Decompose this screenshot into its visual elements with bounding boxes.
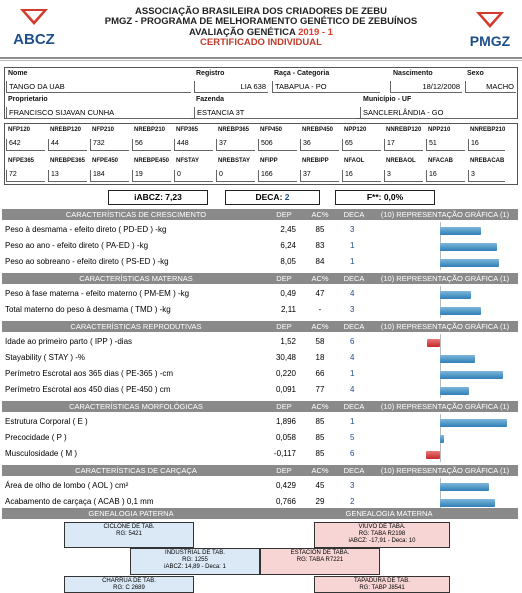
header-line3-text: AVALIAÇÃO GENÉTICA bbox=[189, 27, 296, 38]
registro-label: Registro bbox=[196, 70, 225, 77]
count-value: 0 bbox=[174, 170, 213, 182]
count-value: 37 bbox=[216, 139, 255, 151]
raca-value: TABAPUA - PO bbox=[272, 81, 380, 93]
trait-name: Total materno do peso à desmama ( TMD ) -kg bbox=[5, 305, 171, 314]
avo-paterno-name: CICLONE DE TAB. bbox=[103, 524, 155, 530]
mae-name: ESTACION DE TABA. bbox=[290, 550, 350, 556]
trait-bar bbox=[440, 227, 481, 235]
trait-row bbox=[2, 350, 518, 366]
col-header-ac: AC% bbox=[311, 466, 329, 475]
fazenda-value: ESTANCIA 3T bbox=[194, 107, 356, 119]
bisavo-paterno-rg: RG: C 2689 bbox=[113, 585, 145, 591]
trait-name: Musculosidade ( M ) bbox=[5, 449, 78, 458]
col-header-graf: (10) REPRESENTAÇÃO GRÁFICA (1) bbox=[380, 210, 510, 219]
col-header-dep: DEP bbox=[276, 322, 292, 331]
count-label: NNREBP120 bbox=[386, 127, 422, 133]
trait-deca: 1 bbox=[350, 417, 355, 426]
section-header bbox=[2, 321, 518, 332]
deca-label: DECA: bbox=[255, 192, 283, 202]
pai-box bbox=[130, 548, 260, 575]
municipio-value: SANCLERLÂNDIA - GO bbox=[360, 107, 516, 119]
trait-acuracia: 77 bbox=[315, 385, 325, 394]
sexo-value: MACHO bbox=[465, 81, 516, 93]
count-label: NPP120 bbox=[344, 127, 367, 133]
genealogy-paterna-title: GENEALOGIA PATERNA bbox=[88, 509, 174, 518]
count-value: 732 bbox=[90, 139, 129, 151]
count-value: 65 bbox=[342, 139, 381, 151]
avo-materno-name: VIUVO DE TABA. bbox=[358, 524, 406, 530]
count-value: 36 bbox=[300, 139, 339, 151]
col-header-deca: DECA bbox=[343, 274, 365, 283]
abcz-logo-text: ABCZ bbox=[13, 31, 55, 48]
trait-row bbox=[2, 414, 518, 430]
count-label: NREBPE365 bbox=[50, 158, 86, 164]
trait-name: Área de olho de lombo ( AOL ) cm² bbox=[5, 481, 129, 490]
trait-name: Stayability ( STAY ) -% bbox=[5, 353, 86, 362]
count-value: 166 bbox=[258, 170, 297, 182]
header-year: 2019 - 1 bbox=[298, 27, 333, 38]
trait-deca: 6 bbox=[350, 337, 355, 346]
count-value: 0 bbox=[216, 170, 255, 182]
col-header-ac: AC% bbox=[311, 274, 329, 283]
count-label: NFP365 bbox=[176, 127, 199, 133]
pmgz-logo bbox=[463, 10, 517, 50]
trait-bar bbox=[440, 419, 507, 427]
count-value: 448 bbox=[174, 139, 213, 151]
trait-bar bbox=[440, 307, 481, 315]
count-value: 17 bbox=[384, 139, 423, 151]
trait-acuracia: 18 bbox=[315, 353, 325, 362]
trait-dep: 0,766 bbox=[275, 497, 296, 506]
trait-name: Perímetro Escrotal aos 450 dias ( PE-450 ) cm bbox=[5, 385, 171, 394]
trait-acuracia: 29 bbox=[315, 497, 325, 506]
trait-name: Peso à fase materna - efeito materno ( PM-EM ) -kg bbox=[5, 289, 190, 298]
section-title: CARACTERÍSTICAS DE CRESCIMENTO bbox=[65, 210, 207, 219]
count-label: NPP210 bbox=[428, 127, 451, 133]
trait-row bbox=[2, 238, 518, 254]
trait-dep: 2,45 bbox=[280, 225, 296, 234]
count-value: 16 bbox=[468, 139, 505, 151]
count-label: NREBP120 bbox=[50, 127, 82, 133]
trait-name: Idade ao primeiro parto ( IPP ) -dias bbox=[5, 337, 133, 346]
avo-paterno-rg: RG: 5421 bbox=[116, 531, 142, 537]
bisavo-paterno-name: CHARRUA DE TAB. bbox=[102, 578, 156, 584]
trait-row bbox=[2, 366, 518, 382]
mae-box bbox=[260, 548, 380, 575]
trait-bar bbox=[440, 499, 495, 507]
trait-acuracia: 85 bbox=[315, 433, 325, 442]
trait-deca: 3 bbox=[350, 481, 355, 490]
count-value: 16 bbox=[426, 170, 465, 182]
avo-materno-box bbox=[314, 522, 450, 548]
count-value: 72 bbox=[6, 170, 45, 182]
header-line1: ASSOCIAÇÃO BRASILEIRA DOS CRIADORES DE ZEBU bbox=[135, 6, 387, 17]
trait-bar bbox=[440, 259, 499, 267]
trait-row bbox=[2, 430, 518, 446]
trait-acuracia: 84 bbox=[315, 257, 325, 266]
trait-deca: 3 bbox=[350, 225, 355, 234]
section-title: CARACTERÍSTICAS MORFOLÓGICAS bbox=[69, 402, 203, 411]
col-header-dep: DEP bbox=[276, 274, 292, 283]
col-header-ac: AC% bbox=[311, 210, 329, 219]
bisavo-paterno-box bbox=[64, 576, 194, 593]
col-header-deca: DECA bbox=[343, 322, 365, 331]
trait-acuracia: 47 bbox=[315, 289, 325, 298]
trait-row bbox=[2, 302, 518, 318]
trait-dep: 6,24 bbox=[280, 241, 296, 250]
trait-row bbox=[2, 382, 518, 398]
trait-deca: 1 bbox=[350, 241, 355, 250]
col-header-graf: (10) REPRESENTAÇÃO GRÁFICA (1) bbox=[380, 322, 510, 331]
bisavo-materno-rg: RG: TABP J8541 bbox=[359, 585, 405, 591]
col-header-deca: DECA bbox=[343, 402, 365, 411]
count-label: NFPE365 bbox=[8, 158, 35, 164]
section-header bbox=[2, 401, 518, 412]
trait-deca: 4 bbox=[350, 289, 355, 298]
trait-deca: 4 bbox=[350, 385, 355, 394]
pai-rg: RG: 1255 bbox=[182, 557, 208, 563]
trait-row bbox=[2, 286, 518, 302]
count-label: NFPE450 bbox=[92, 158, 119, 164]
trait-bar bbox=[440, 371, 503, 379]
count-label: NREBSTAY bbox=[218, 158, 251, 164]
trait-deca: 1 bbox=[350, 369, 355, 378]
col-header-graf: (10) REPRESENTAÇÃO GRÁFICA (1) bbox=[380, 466, 510, 475]
trait-bar bbox=[440, 387, 469, 395]
count-label: NFSTAY bbox=[176, 158, 200, 164]
pmgz-logo-text: PMGZ bbox=[469, 33, 511, 49]
trait-dep: 8,05 bbox=[280, 257, 296, 266]
trait-bar bbox=[426, 451, 440, 459]
trait-dep: 0,49 bbox=[280, 289, 296, 298]
trait-dep: 1,52 bbox=[280, 337, 296, 346]
trait-dep: 1,896 bbox=[275, 417, 296, 426]
nome-label: Nome bbox=[8, 70, 28, 77]
trait-deca: 3 bbox=[350, 305, 355, 314]
count-value: 506 bbox=[258, 139, 297, 151]
section-header bbox=[2, 273, 518, 284]
section-title: CARACTERÍSTICAS REPRODUTIVAS bbox=[70, 322, 202, 331]
trait-deca: 1 bbox=[350, 257, 355, 266]
trait-acuracia: 85 bbox=[315, 449, 325, 458]
trait-dep: 2,11 bbox=[281, 305, 296, 314]
header-divider-thin bbox=[0, 60, 522, 61]
mae-rg: RG: TABA R7221 bbox=[296, 557, 344, 563]
trait-acuracia: 66 bbox=[315, 369, 325, 378]
pai-name: INDUSTRIAL DE TAB. bbox=[165, 550, 225, 556]
trait-deca: 6 bbox=[350, 449, 355, 458]
count-label: NFACAB bbox=[428, 158, 453, 164]
registro-value: LIA 638 bbox=[194, 81, 268, 93]
nascimento-label: Nascimento bbox=[393, 70, 433, 77]
bisavo-materno-box bbox=[314, 576, 450, 593]
col-header-graf: (10) REPRESENTAÇÃO GRÁFICA (1) bbox=[380, 274, 510, 283]
col-header-dep: DEP bbox=[276, 466, 292, 475]
bisavo-materno-name: TAPADURA DE TAB. bbox=[354, 578, 410, 584]
genealogy-materna-title: GENEALOGIA MATERNA bbox=[345, 509, 433, 518]
col-header-deca: DECA bbox=[343, 466, 365, 475]
avo-materno-info: iABCZ: -17,91 - Deca: 10 bbox=[348, 538, 416, 544]
count-value: 37 bbox=[300, 170, 339, 182]
genealogy-header bbox=[2, 508, 518, 519]
graph-axis bbox=[440, 334, 441, 350]
count-value: 3 bbox=[468, 170, 505, 182]
section-header bbox=[2, 465, 518, 476]
trait-acuracia: 58 bbox=[315, 337, 325, 346]
col-header-deca: DECA bbox=[343, 210, 365, 219]
trait-row bbox=[2, 334, 518, 350]
trait-deca: 5 bbox=[350, 433, 355, 442]
trait-bar bbox=[440, 483, 489, 491]
trait-dep: 0,091 bbox=[275, 385, 296, 394]
trait-name: Acabamento de carçaça ( ACAB ) 0,1 mm bbox=[5, 497, 154, 506]
trait-dep: -0,117 bbox=[273, 449, 296, 458]
trait-deca: 2 bbox=[350, 497, 355, 506]
col-header-dep: DEP bbox=[276, 210, 292, 219]
section-title: CARACTERÍSTICAS MATERNAS bbox=[79, 274, 193, 283]
trait-bar bbox=[427, 339, 440, 347]
col-header-ac: AC% bbox=[311, 402, 329, 411]
count-value: 44 bbox=[48, 139, 87, 151]
col-header-graf: (10) REPRESENTAÇÃO GRÁFICA (1) bbox=[380, 402, 510, 411]
trait-bar bbox=[440, 355, 475, 363]
count-label: NFP450 bbox=[260, 127, 283, 133]
fazenda-label: Fazenda bbox=[196, 96, 225, 103]
count-label: NREBP210 bbox=[134, 127, 166, 133]
count-label: NREBACAB bbox=[470, 158, 505, 164]
trait-name: Peso ao sobreano - efeito direto ( PS-ED ) -kg bbox=[5, 257, 169, 266]
f-index: F**: 0,0% bbox=[335, 190, 435, 205]
trait-name: Perímetro Escrotal aos 365 dias ( PE-365 ) -cm bbox=[5, 369, 174, 378]
avo-paterno-box bbox=[64, 522, 194, 548]
trait-bar bbox=[440, 243, 497, 251]
trait-row bbox=[2, 222, 518, 238]
deca-index bbox=[225, 190, 320, 205]
trait-name: Estrutura Corporal ( E ) bbox=[5, 417, 88, 426]
count-value: 19 bbox=[132, 170, 171, 182]
count-value: 13 bbox=[48, 170, 87, 182]
sexo-label: Sexo bbox=[467, 70, 484, 77]
trait-bar bbox=[440, 291, 471, 299]
count-label: NFP120 bbox=[8, 127, 31, 133]
count-label: NREBP450 bbox=[302, 127, 334, 133]
trait-row bbox=[2, 478, 518, 494]
iabcz-index: iABCZ: 7,23 bbox=[108, 190, 208, 205]
count-value: 51 bbox=[426, 139, 465, 151]
header-line4: CERTIFICADO INDIVIDUAL bbox=[200, 37, 322, 48]
trait-acuracia: 85 bbox=[315, 417, 325, 426]
count-label: NFAOL bbox=[344, 158, 365, 164]
header-line2: PMGZ - PROGRAMA DE MELHORAMENTO GENÉTICO DE ZEBUÍNOS bbox=[104, 16, 418, 27]
pai-info: iABCZ: 14,89 - Deca: 1 bbox=[164, 564, 226, 570]
count-label: NREBIPP bbox=[302, 158, 329, 164]
trait-dep: 0,058 bbox=[275, 433, 296, 442]
trait-row bbox=[2, 254, 518, 270]
section-title: CARACTERÍSTICAS DE CARÇAÇA bbox=[75, 466, 197, 475]
trait-bar bbox=[440, 435, 444, 443]
count-label: NFP210 bbox=[92, 127, 115, 133]
trait-acuracia: 45 bbox=[315, 481, 325, 490]
count-label: NREBAOL bbox=[386, 158, 416, 164]
trait-name: Peso à desmama - efeito direto ( PD-ED ) -kg bbox=[5, 225, 167, 234]
count-label: NFIPP bbox=[260, 158, 278, 164]
trait-name: Peso ao ano - efeito direto ( PA-ED ) -kg bbox=[5, 241, 149, 250]
trait-name: Precocidade ( P ) bbox=[5, 433, 67, 442]
col-header-dep: DEP bbox=[276, 402, 292, 411]
raca-label: Raça - Categoria bbox=[274, 70, 330, 77]
count-value: 16 bbox=[342, 170, 381, 182]
header-divider bbox=[0, 57, 522, 59]
proprietario-value: FRANCISCO SIJAVAN CUNHA bbox=[6, 107, 191, 119]
trait-acuracia: - bbox=[318, 305, 322, 314]
count-label: NNREBP210 bbox=[470, 127, 506, 133]
trait-dep: 30,48 bbox=[275, 353, 296, 362]
count-value: 56 bbox=[132, 139, 171, 151]
trait-dep: 0,429 bbox=[275, 481, 296, 490]
count-value: 642 bbox=[6, 139, 45, 151]
trait-acuracia: 85 bbox=[315, 225, 325, 234]
trait-dep: 0,220 bbox=[275, 369, 296, 378]
nome-value: TANGO DA UAB bbox=[6, 81, 191, 93]
count-label: NREBP365 bbox=[218, 127, 250, 133]
graph-axis bbox=[440, 446, 441, 462]
count-value: 184 bbox=[90, 170, 129, 182]
municipio-label: Município - UF bbox=[363, 96, 412, 103]
count-value: 3 bbox=[384, 170, 423, 182]
section-header bbox=[2, 209, 518, 220]
deca-value: 2 bbox=[284, 192, 290, 202]
col-header-ac: AC% bbox=[311, 322, 329, 331]
trait-acuracia: 83 bbox=[315, 241, 325, 250]
trait-deca: 4 bbox=[350, 353, 355, 362]
trait-row bbox=[2, 446, 518, 462]
proprietario-label: Proprietario bbox=[8, 96, 48, 103]
nascimento-value: 18/12/2008 bbox=[390, 81, 462, 93]
abcz-logo bbox=[4, 8, 64, 48]
avo-materno-rg: RG: TABA R2198 bbox=[358, 531, 406, 537]
count-label: NREBPE450 bbox=[134, 158, 170, 164]
